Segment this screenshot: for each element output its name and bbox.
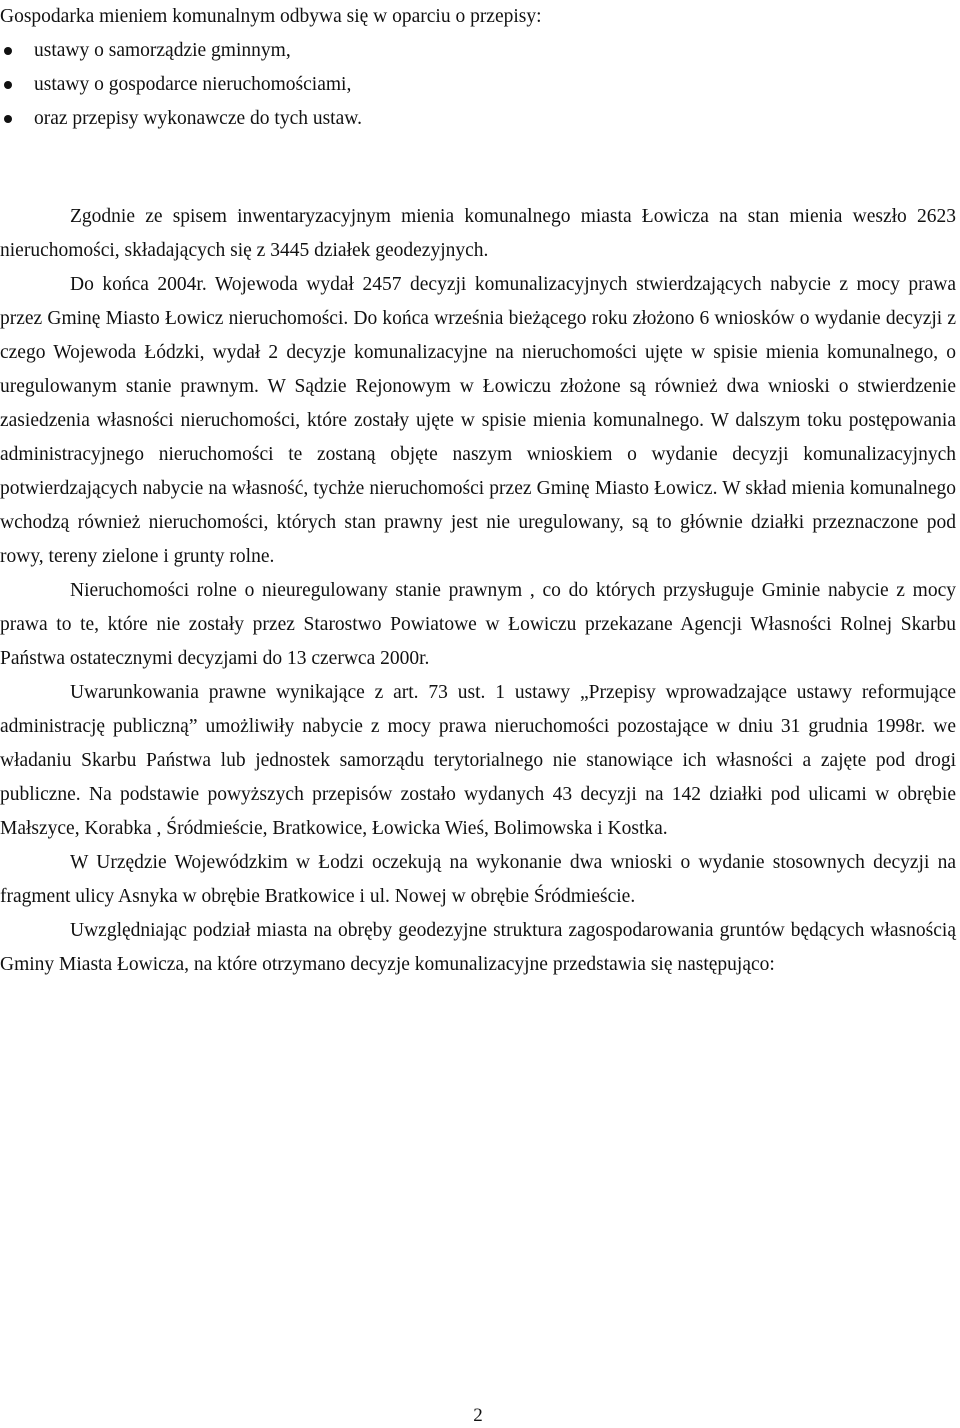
bullet-icon	[4, 47, 12, 55]
paragraph-legal-conditions: Uwarunkowania prawne wynikające z art. 73 ust. 1 ustawy „Przepisy wprowadzające ustawy reformujące administrację publiczną” umożliwiły nabycie z mocy prawa nieruchomości pozostające w dniu 31 grudnia 1998r. we władaniu Skarbu Państwa lub jednostek samorządu terytorialnego nie stanowiące ich własności a zajęte pod drogi publiczne. Na podstawie powyższych przepisów zostało wydanych 43 decyzji na 142 działki pod ulicami w obrębie Małszyce, Korabka , Śródmieście, Bratkowice, Łowicka Wieś, Bolimowska i Kostka.	[0, 682, 956, 839]
list-item	[0, 102, 956, 136]
paragraph-agricultural-land: Nieruchomości rolne o nieuregulowany stanie prawnym , co do których przysługuje Gminie nabycie z mocy prawa to te, które nie zostały przez Starostwo Powiatowe w Łowiczu przekazane Agencji Własności Rolnej Skarbu Państwa ostatecznymi decyzjami do 13 czerwca 2000r.	[0, 580, 956, 669]
page-number: 2	[473, 1405, 483, 1426]
paragraph-land-structure: Uwzględniając podział miasta na obręby geodezyjne struktura zagospodarowania gruntów będących własnością Gminy Miasta Łowicza, na które otrzymano decyzje komunalizacyjne przedstawia się następująco:	[0, 920, 956, 975]
paragraph-inventory: Zgodnie ze spisem inwentaryzacyjnym mienia komunalnego miasta Łowicza na stan mienia weszło 2623 nieruchomości, składających się z 3445 działek geodezyjnych.	[0, 206, 956, 261]
paragraph-decisions: Do końca 2004r. Wojewoda wydał 2457 decyzji komunalizacyjnych stwierdzających nabycie z mocy prawa przez Gminę Miasto Łowicz nieruchomości. Do końca września bieżącego roku złożono 6 wniosków o wydanie decyzji z czego Wojewoda Łódzki, wydał 2 decyzje komunalizacyjne na nieruchomości ujęte w spisie mienia komunalnego, o uregulowanym stanie prawnym. W Sądzie Rejonowym w Łowiczu złożone są również dwa wnioski o stwierdzenie zasiedzenia własności nieruchomości, które zostały ujęte w spisie mienia komunalnego. W dalszym toku postępowania administracyjnego nieruchomości te zostaną objęte naszym wnioskiem o wydanie decyzji komunalizacyjnych potwierdzających nabycie na własność, tychże nieruchomości przez Gminę Miasto Łowicz. W skład mienia komunalnego wchodzą również nieruchomości, których stan prawny jest nie uregulowany, są to głównie działki przeznaczone pod rowy, tereny zielone i grunty rolne.	[0, 274, 956, 567]
list-item-text: ustawy o gospodarce nieruchomościami,	[34, 74, 352, 95]
list-item-text: oraz przepisy wykonawcze do tych ustaw.	[34, 108, 362, 129]
list-item-text: ustawy o samorządzie gminnym,	[34, 40, 291, 61]
legal-basis-list	[0, 34, 956, 136]
intro-text: Gospodarka mieniem komunalnym odbywa się w oparciu o przepisy:	[0, 6, 542, 27]
bullet-icon	[4, 115, 12, 123]
list-item	[0, 68, 956, 102]
bullet-icon	[4, 81, 12, 89]
paragraph-pending-requests: W Urzędzie Wojewódzkim w Łodzi oczekują na wykonanie dwa wnioski o wydanie stosownych decyzji na fragment ulicy Asnyka w obrębie Bratkowice i ul. Nowej w obrębie Śródmieście.	[0, 852, 956, 907]
list-item	[0, 34, 956, 68]
spacer	[0, 136, 956, 200]
